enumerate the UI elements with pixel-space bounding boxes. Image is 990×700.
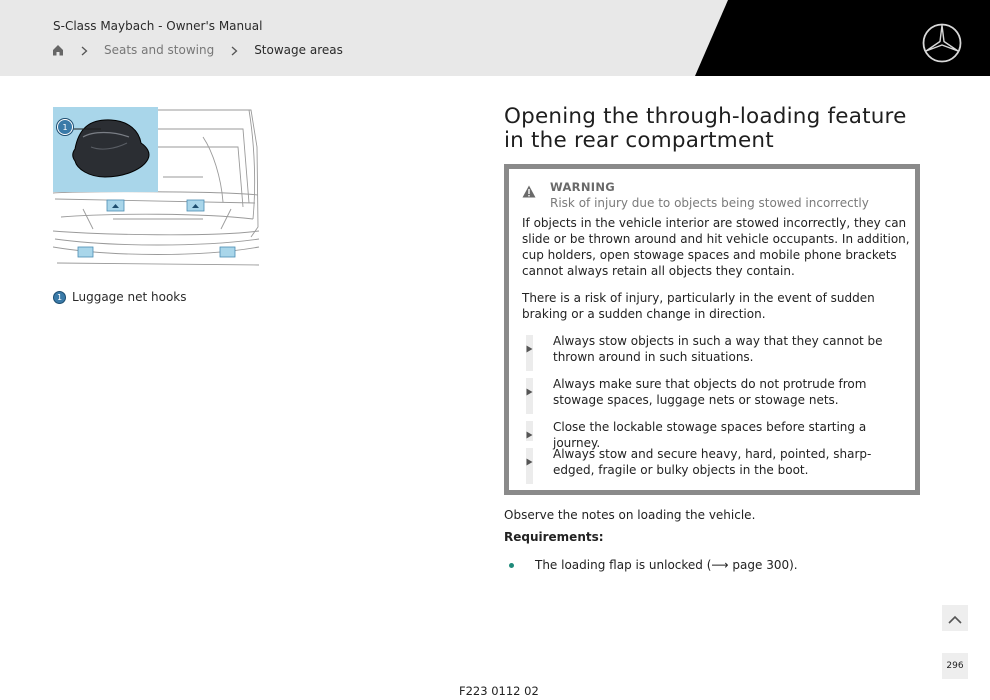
bullet-icon [509, 563, 514, 568]
home-icon[interactable] [52, 44, 64, 56]
list-item-text: Always stow objects in such a way that they cannot be thrown around in such situations. [553, 334, 883, 364]
list-item [522, 333, 912, 373]
chevron-up-icon [948, 609, 962, 628]
breadcrumb-current-stowage-areas: Stowage areas [254, 43, 343, 57]
list-item-text: Close the lockable stowage spaces before starting a journey. [553, 420, 867, 450]
list-item [522, 419, 912, 450]
warning-title: WARNING [550, 180, 615, 194]
chevron-right-icon [81, 45, 88, 55]
warning-paragraph: There is a risk of injury, particularly in the event of sudden braking or a sudden change in direction. [522, 291, 875, 321]
manual-title: S-Class Maybach - Owner's Manual [53, 19, 263, 33]
scroll-to-top-button[interactable] [942, 605, 968, 631]
caption-label: Luggage net hooks [72, 290, 187, 304]
caption-marker: 1 [53, 291, 66, 304]
list-item [522, 376, 912, 416]
header-bar [0, 0, 990, 76]
requirement-text[interactable]: The loading flap is unlocked (⟶ page 300). [535, 558, 798, 572]
warning-paragraph: If objects in the vehicle interior are stowed incorrectly, they can slide or be thrown around and hit vehicle occupants. In addition, cup holders, open stowage spaces and mobile phone brackets cannot always retain all objects they contain. [522, 216, 910, 278]
requirements-heading: Requirements: [504, 530, 604, 544]
breadcrumb-link-seats-and-stowing[interactable]: Seats and stowing [104, 43, 215, 57]
figure-id: F223 0112 02 [459, 684, 539, 698]
requirement-item [504, 558, 798, 572]
arrow-right-icon [526, 338, 533, 346]
list-item-text: Always make sure that objects do not protrude from stowage spaces, luggage nets or stowage nets. [553, 377, 867, 407]
page-number-button[interactable]: 296 [942, 653, 968, 679]
callout-marker: 1 [57, 119, 73, 135]
warning-triangle-icon [522, 183, 536, 196]
observe-note: Observe the notes on loading the vehicle. [504, 508, 756, 522]
warning-box [504, 164, 920, 495]
page-title: Opening the through-loading feature in the rear compartment [504, 104, 907, 153]
list-item [522, 446, 912, 486]
mercedes-star-icon [921, 22, 963, 64]
chevron-right-icon [231, 45, 238, 55]
arrow-right-icon [526, 424, 533, 432]
boot-illustration [53, 107, 261, 270]
arrow-right-icon [526, 451, 533, 459]
warning-subtitle: Risk of injury due to objects being stowed incorrectly [550, 196, 869, 210]
figure-caption [53, 290, 186, 304]
breadcrumb [52, 42, 343, 58]
arrow-right-icon [526, 381, 533, 389]
list-item-text: Always stow and secure heavy, hard, pointed, sharp-edged, fragile or bulky objects in the boot. [553, 447, 872, 477]
